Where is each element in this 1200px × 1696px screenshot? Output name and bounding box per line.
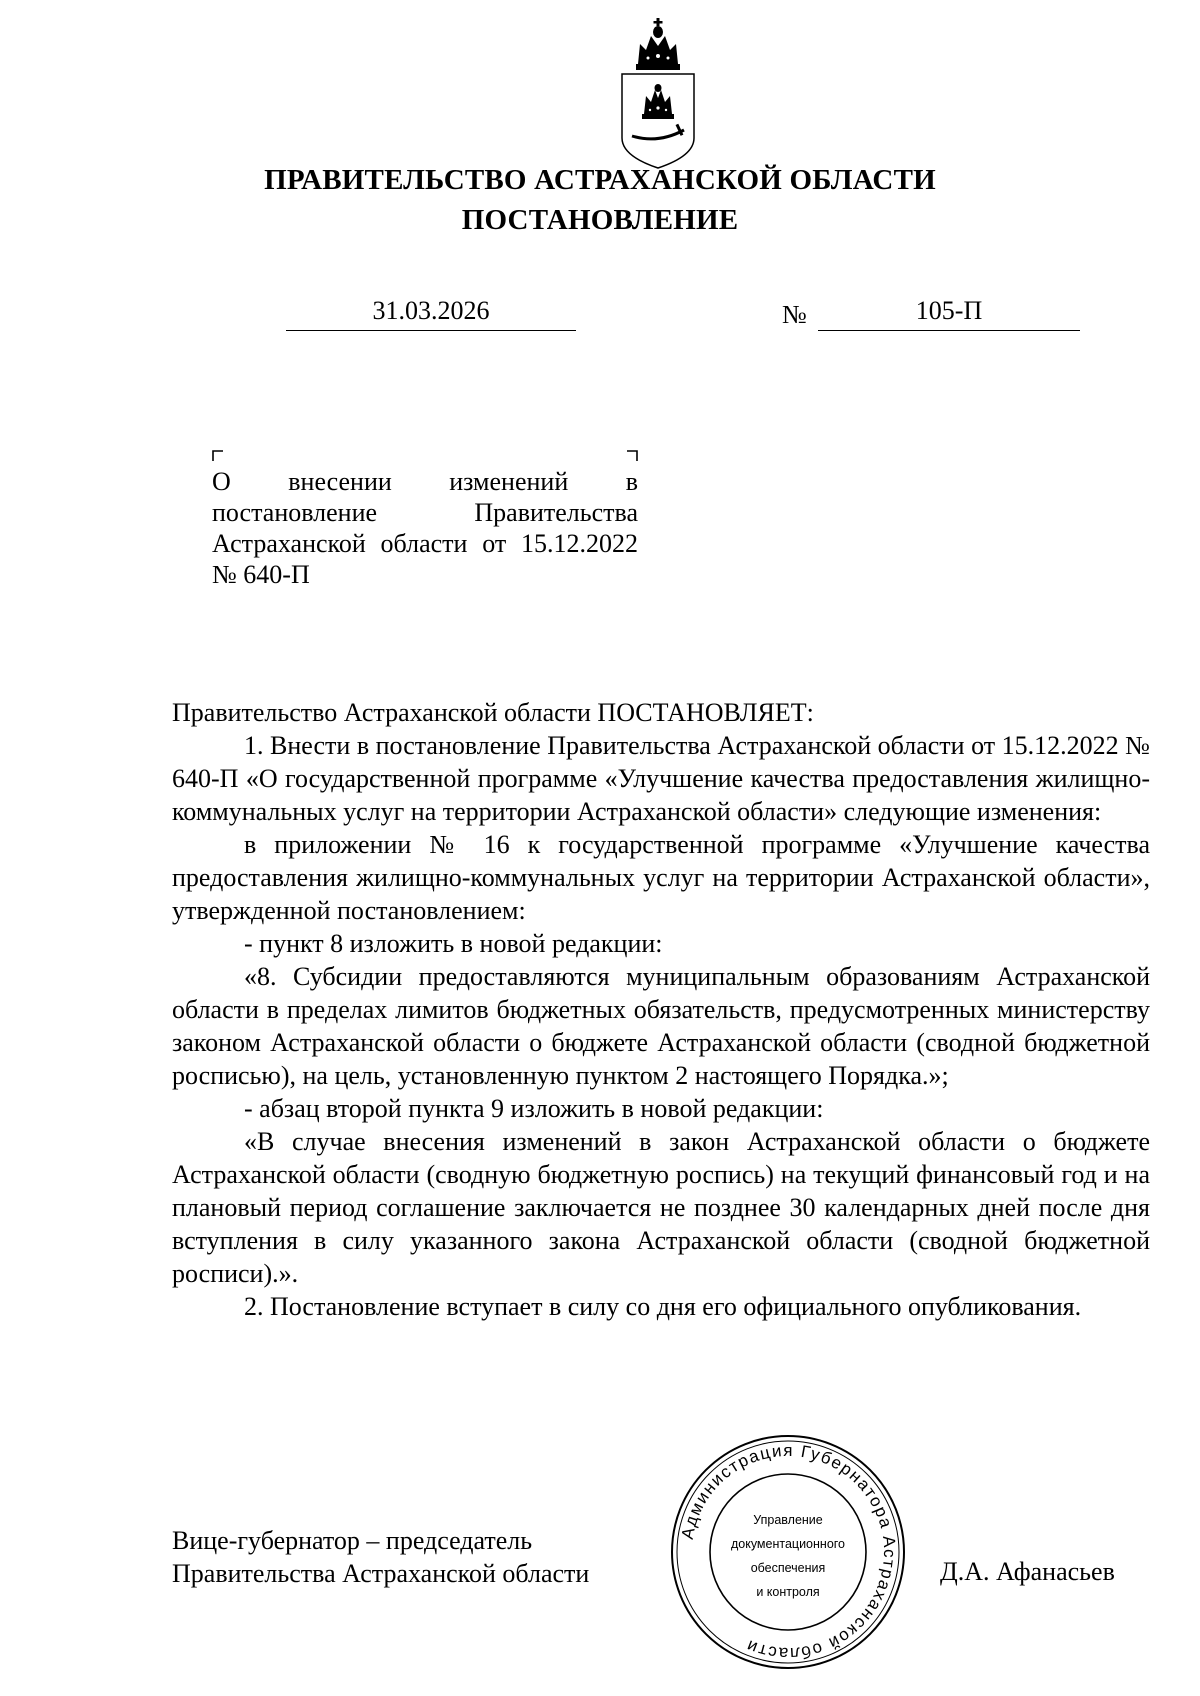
stamp-line-2: документационного <box>730 1537 846 1551</box>
corner-mark-left <box>212 450 223 461</box>
signatory-role-line-2: Правительства Астраханской области <box>172 1559 590 1588</box>
body-paragraph-4: «8. Субсидии предоставляются муниципальным образованиям Астраханской области в пределах лимитов бюджетных обязательств, предусмотренных министерству законом Астраханской области о бюджете Астраханской области (сводной бюджетной росписью), на цель, установленную пунктом 2 настоящего Порядка.»; <box>172 962 1150 1090</box>
corner-mark-right <box>627 450 638 461</box>
body-paragraph-5: - абзац второй пункта 9 изложить в новой редакции: <box>244 1094 824 1123</box>
document-number: 105-П <box>818 296 1080 331</box>
stamp-line-1: Управление <box>753 1513 823 1527</box>
number-sign: № <box>782 300 807 329</box>
body-paragraph-2: в приложении № 16 к государственной программе «Улучшение качества предоставления жилищно-коммунальных услуг на территории Астраханской области», утвержденной постановлением: <box>172 830 1150 925</box>
document-body <box>172 696 1150 1323</box>
coat-of-arms-emblem <box>618 18 698 170</box>
stamp-line-3: обеспечения <box>750 1561 826 1575</box>
body-intro: Правительство Астраханской области ПОСТАНОВЛЯЕТ: <box>172 698 814 727</box>
body-paragraph-6: «В случае внесения изменений в закон Астраханской области о бюджете Астраханской области (сводную бюджетную роспись) на текущий финансовый год и на плановый период соглашение заключается не позднее 30 календарных дней после дня вступления в силу указанного закона Астраханской области (сводной бюджетной росписи).». <box>172 1127 1150 1288</box>
document-type-title: ПОСТАНОВЛЕНИЕ <box>461 204 739 236</box>
document-date: 31.03.2026 <box>286 296 576 331</box>
document-subject: О внесении изменений в постановление Правительства Астраханской области от 15.12.2022 № 640-П <box>212 467 638 589</box>
signatory-name: Д.А. Афанасьев <box>940 1557 1115 1586</box>
official-stamp <box>668 1432 908 1672</box>
body-paragraph-7: 2. Постановление вступает в силу со дня его официального опубликования. <box>244 1292 1082 1321</box>
signatory-role <box>172 1524 589 1590</box>
organization-title: ПРАВИТЕЛЬСТВО АСТРАХАНСКОЙ ОБЛАСТИ <box>264 164 936 196</box>
signatory-role-line-1: Вице-губернатор – председатель <box>172 1526 533 1555</box>
stamp-outer-text: Администрация Губернатора Астраханской области <box>677 1440 900 1664</box>
stamp-line-4: и контроля <box>756 1585 820 1599</box>
body-paragraph-3: - пункт 8 изложить в новой редакции: <box>244 929 663 958</box>
body-paragraph-1: 1. Внести в постановление Правительства Астраханской области от 15.12.2022 № 640-П «О государственной программе «Улучшение качества предоставления жилищно-коммунальных услуг на территории Астраханской области» следующие изменения: <box>172 731 1150 826</box>
